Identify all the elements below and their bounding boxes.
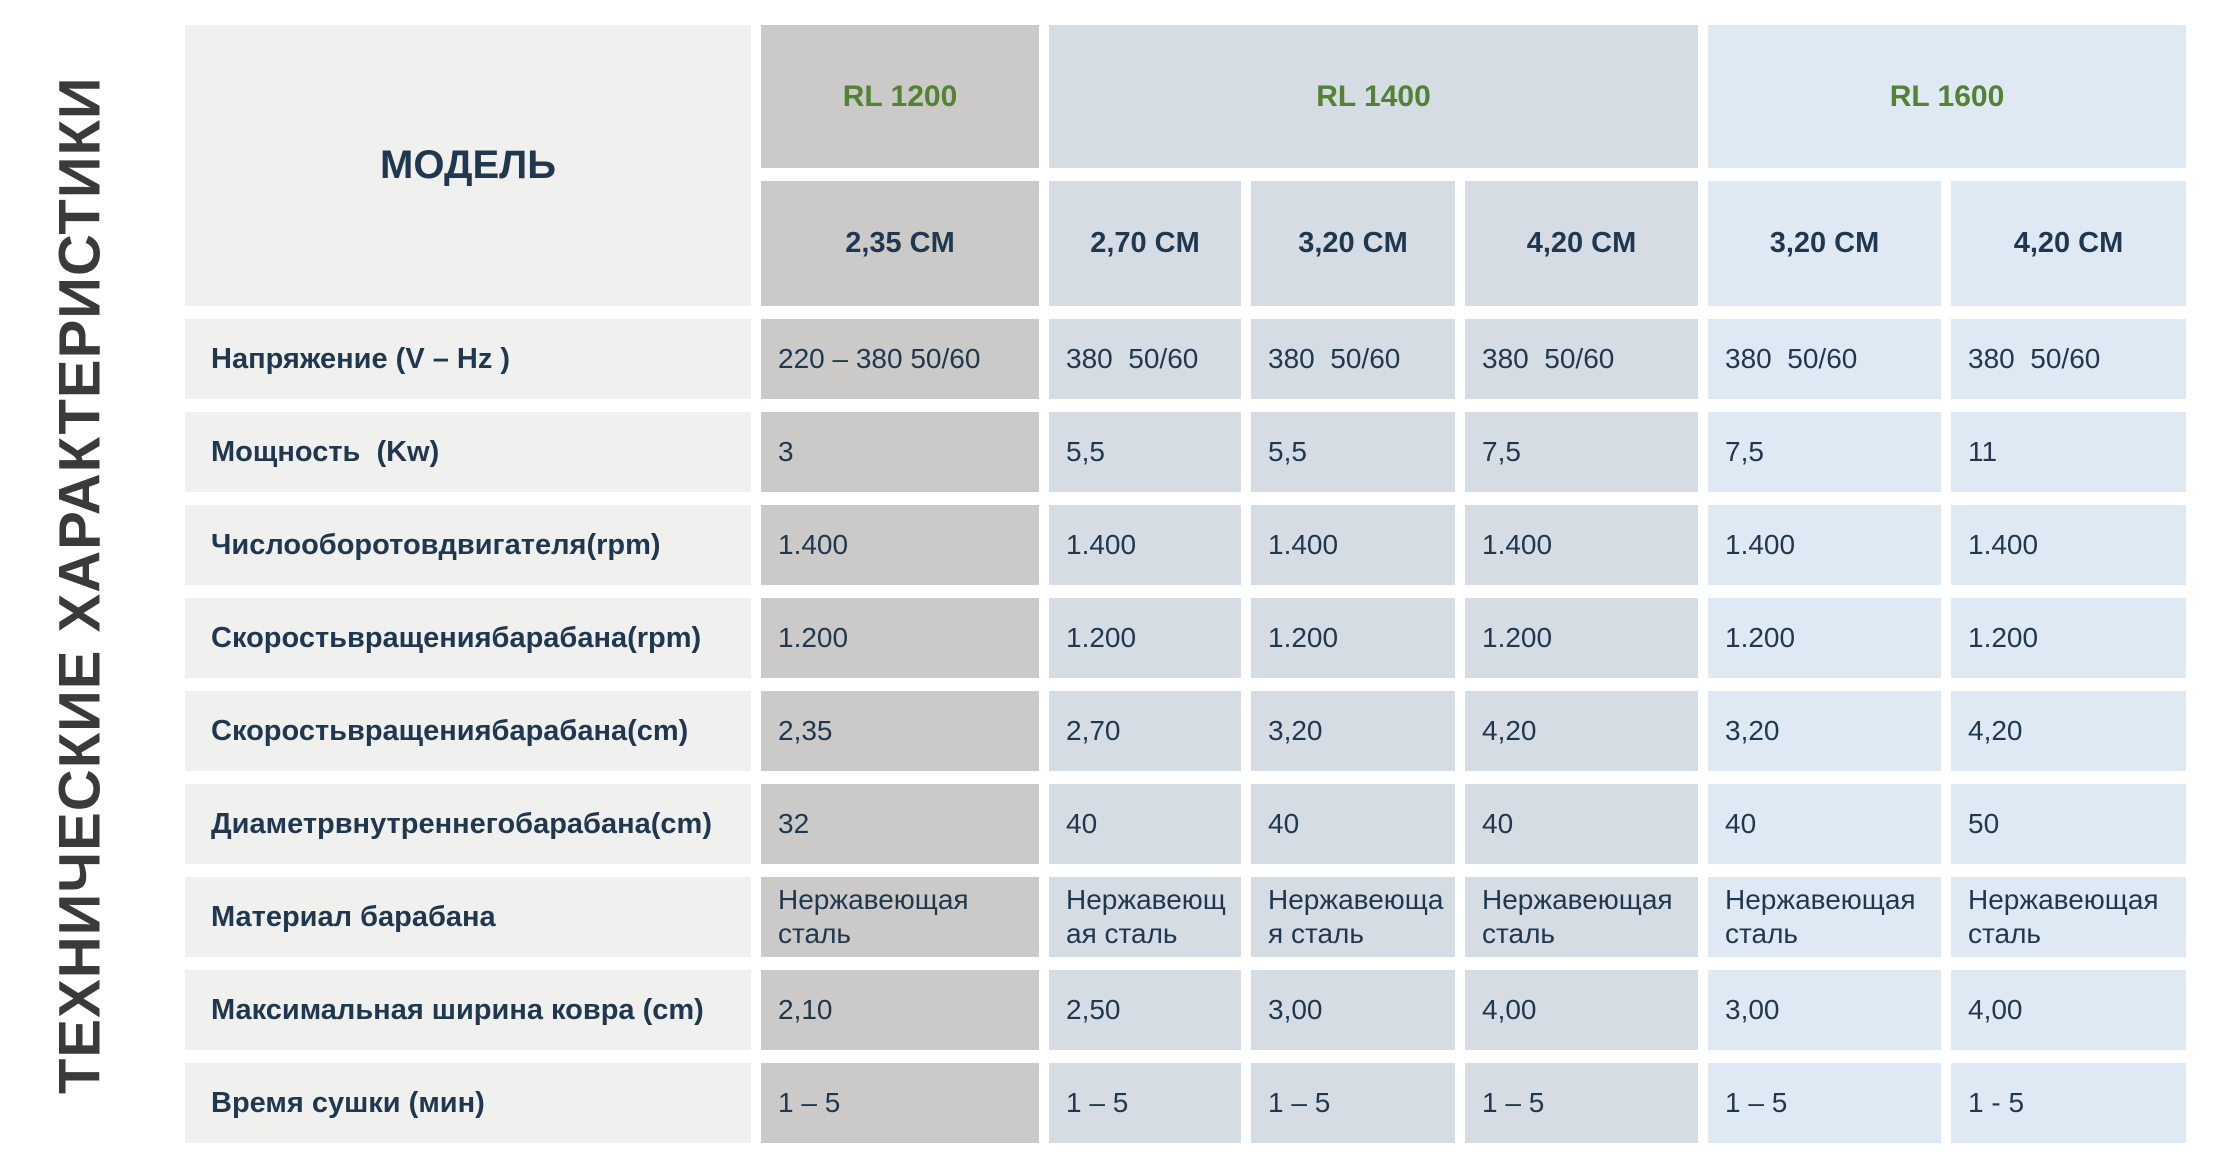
value-cell: 4,00 (1951, 970, 2186, 1050)
value-cell: 3 (761, 412, 1039, 492)
value-cell: Нержавеющая сталь (1251, 877, 1455, 957)
value-cell: 4,20 (1951, 691, 2186, 771)
value-cell: Нержавеющая сталь (1465, 877, 1698, 957)
value-cell: 2,35 (761, 691, 1039, 771)
value-cell: 2,70 (1049, 691, 1241, 771)
spec-row-drum-speed-cm (185, 691, 2186, 771)
value-cell: 1 – 5 (1708, 1063, 1941, 1143)
page-title: ТЕХНИЧЕСКИЕ ХАРАКТЕРИСТИКИ (47, 76, 113, 1094)
spec-row-voltage (185, 319, 2186, 399)
value-cell: 1.400 (1049, 505, 1241, 585)
value-cell: 32 (761, 784, 1039, 864)
value-cell: 1.400 (1951, 505, 2186, 585)
value-cell: 3,20 (1251, 691, 1455, 771)
model-group-header-rl-1600: RL 1600 (1708, 25, 2186, 168)
spec-table (175, 12, 2196, 1156)
row-label-cell: Мощность (Kw) (185, 412, 751, 492)
value-cell: 40 (1251, 784, 1455, 864)
value-cell: 1.200 (1049, 598, 1241, 678)
size-header-4: 4,20 CM (1465, 181, 1698, 306)
row-label-cell: Числооборотовдвигателя(rpm) (185, 505, 751, 585)
spec-row-drying-time (185, 1063, 2186, 1143)
value-cell: 1 – 5 (1049, 1063, 1241, 1143)
model-group-header-rl-1400: RL 1400 (1049, 25, 1698, 168)
value-cell: 1.400 (761, 505, 1039, 585)
size-header-6: 4,20 CM (1951, 181, 2186, 306)
row-label-cell: Максимальная ширина ковра (cm) (185, 970, 751, 1050)
value-cell: 2,10 (761, 970, 1039, 1050)
value-cell: 11 (1951, 412, 2186, 492)
spec-row-power (185, 412, 2186, 492)
row-label-cell: Диаметрвнутреннегобарабана(cm) (185, 784, 751, 864)
value-cell: 5,5 (1251, 412, 1455, 492)
size-header-5: 3,20 CM (1708, 181, 1941, 306)
value-cell: 40 (1708, 784, 1941, 864)
value-cell: 1.200 (1951, 598, 2186, 678)
model-group-header-rl-1200: RL 1200 (761, 25, 1039, 168)
value-cell: 1 – 5 (1251, 1063, 1455, 1143)
spec-row-carpet-width (185, 970, 2186, 1050)
value-cell: Нержавеющая сталь (1049, 877, 1241, 957)
size-header-3: 3,20 CM (1251, 181, 1455, 306)
value-cell: 5,5 (1049, 412, 1241, 492)
value-cell: 1.400 (1465, 505, 1698, 585)
value-cell: 7,5 (1465, 412, 1698, 492)
value-cell: 1.200 (761, 598, 1039, 678)
value-cell: 3,20 (1708, 691, 1941, 771)
value-cell: 1.400 (1251, 505, 1455, 585)
size-header-2: 2,70 CM (1049, 181, 1241, 306)
value-cell: 1.400 (1708, 505, 1941, 585)
value-cell: 7,5 (1708, 412, 1941, 492)
value-cell: 380 50/60 (1465, 319, 1698, 399)
value-cell: 380 50/60 (1049, 319, 1241, 399)
value-cell: 1.200 (1251, 598, 1455, 678)
row-label-cell: Скоростьвращениябарабана(cm) (185, 691, 751, 771)
value-cell: Нержавеющая сталь (1951, 877, 2186, 957)
value-cell: 380 50/60 (1251, 319, 1455, 399)
value-cell: 2,50 (1049, 970, 1241, 1050)
spec-row-drum-material (185, 877, 2186, 957)
value-cell: 1 – 5 (761, 1063, 1039, 1143)
corner-header-model: МОДЕЛЬ (185, 25, 751, 306)
value-cell: 380 50/60 (1951, 319, 2186, 399)
value-cell: 3,00 (1251, 970, 1455, 1050)
value-cell: 4,20 (1465, 691, 1698, 771)
value-cell: 4,00 (1465, 970, 1698, 1050)
spec-row-motor-rpm (185, 505, 2186, 585)
value-cell: 1.200 (1708, 598, 1941, 678)
value-cell: Нержавеющая сталь (1708, 877, 1941, 957)
value-cell: Нержавеющая сталь (761, 877, 1039, 957)
row-label-cell: Скоростьвращениябарабана(rpm) (185, 598, 751, 678)
value-cell: 1.200 (1465, 598, 1698, 678)
row-label-cell: Время сушки (мин) (185, 1063, 751, 1143)
value-cell: 40 (1049, 784, 1241, 864)
value-cell: 1 – 5 (1465, 1063, 1698, 1143)
model-header-row (185, 25, 2186, 168)
value-cell: 220 – 380 50/60 (761, 319, 1039, 399)
value-cell: 380 50/60 (1708, 319, 1941, 399)
row-label-cell: Напряжение (V – Hz ) (185, 319, 751, 399)
row-label-cell: Материал барабана (185, 877, 751, 957)
value-cell: 1 - 5 (1951, 1063, 2186, 1143)
size-header-1: 2,35 CM (761, 181, 1039, 306)
spec-row-drum-rpm (185, 598, 2186, 678)
spec-row-drum-diameter (185, 784, 2186, 864)
value-cell: 40 (1465, 784, 1698, 864)
value-cell: 3,00 (1708, 970, 1941, 1050)
value-cell: 50 (1951, 784, 2186, 864)
